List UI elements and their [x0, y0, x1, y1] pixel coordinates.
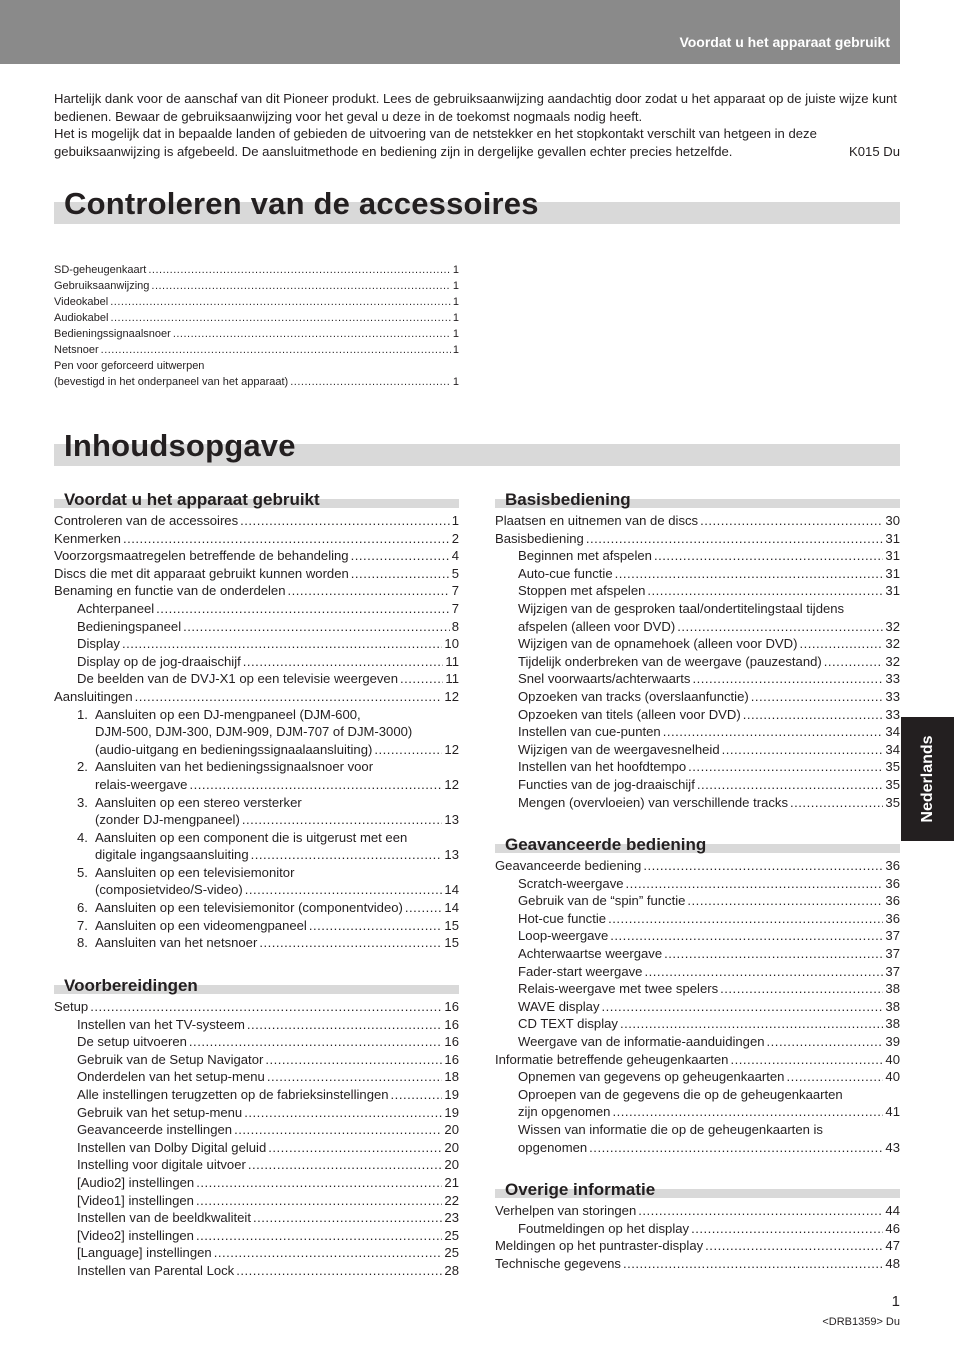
toc-entry-line[interactable]: Oproepen van de gegevens die op de geheugenkaarten — [518, 1086, 843, 1102]
toc-entry[interactable]: Tijdelijk onderbreken van de weergave (pauzestand) ..... 32 — [495, 653, 900, 671]
toc-entry[interactable]: afspelen (alleen voor DVD) ..... 32 — [495, 618, 900, 636]
toc-entry[interactable]: Setup ..... 16 — [54, 998, 459, 1016]
toc-entry[interactable]: Display ..... 10 — [54, 635, 459, 653]
intro-paragraph-1: Hartelijk dank voor de aanschaf van dit Pioneer produkt. Lees de gebruiksaanwijzing aandachtig door zodat u het apparaat op de juiste wijze kunt bedienen. Bewaar de gebruiksaanwijzing voor het geval u deze in de toekomst nogmaals nodig heeft. — [54, 91, 897, 124]
toc-entry[interactable]: Achterwaartse weergave ..... 37 — [495, 945, 900, 963]
toc-entry[interactable]: Technische gegevens ..... 48 — [495, 1255, 900, 1273]
intro-text — [54, 90, 900, 160]
toc-entry[interactable]: Benaming en functie van de onderdelen ..... 7 — [54, 582, 459, 600]
toc-entry[interactable]: Instellen van de beeldkwaliteit ..... 23 — [54, 1209, 459, 1227]
toc-entry[interactable]: Loop-weergave ..... 37 — [495, 927, 900, 945]
header-bar — [0, 0, 900, 64]
toc-entry[interactable]: (composietvideo/S-video) ..... 14 — [54, 881, 459, 899]
toc-entry[interactable]: WAVE display ..... 38 — [495, 998, 900, 1016]
toc-entry[interactable]: [Video2] instellingen ..... 25 — [54, 1227, 459, 1245]
list-item: (bevestigd in het onderpaneel van het apparaat) ..... 1 — [54, 374, 459, 390]
toc-entry[interactable]: opgenomen ..... 43 — [495, 1139, 900, 1157]
toc-entry[interactable]: De setup uitvoeren ..... 16 — [54, 1033, 459, 1051]
toc-entry[interactable]: Display op de jog-draaischijf ..... 11 — [54, 653, 459, 671]
toc-entry[interactable]: Mengen (overvloeien) van verschillende tracks ..... 35 — [495, 794, 900, 812]
toc-entry[interactable]: Snel voorwaarts/achterwaarts ..... 33 — [495, 670, 900, 688]
toc-entry[interactable]: (zonder DJ-mengpaneel) ..... 13 — [54, 811, 459, 829]
toc-entry[interactable]: Achterpaneel ..... 7 — [54, 600, 459, 618]
toc-entry[interactable]: Instellen van cue-punten ..... 34 — [495, 723, 900, 741]
accessories-list — [54, 262, 459, 390]
section-header: Basisbediening — [495, 486, 900, 508]
toc-entry[interactable]: Instellen van het hoofdtempo ..... 35 — [495, 758, 900, 776]
list-item: Gebruiksaanwijzing ..... 1 — [54, 278, 459, 294]
accessories-title-bar — [54, 186, 900, 224]
toc-right-column-2 — [495, 831, 900, 1156]
toc-entry[interactable]: Kenmerken ..... 2 — [54, 530, 459, 548]
toc-entry[interactable]: 6. Aansluiten op een televisiemonitor (componentvideo) ..... 14 — [54, 899, 459, 917]
toc-entry[interactable]: Informatie betreffende geheugenkaarten ..... 40 — [495, 1051, 900, 1069]
intro-paragraph-2: Het is mogelijk dat in bepaalde landen of gebieden de uitvoering van de netstekker en het stopkontakt verschilt van hetgeen in deze gebuiksaanwijzing is afgebeeld. De aansluitmethode en bediening zijn in dergelijke gevallen echter precies hetzelfde. K015 Du — [54, 126, 900, 159]
toc-entry-line[interactable]: 1. Aansluiten op een DJ-mengpaneel (DJM-600, — [77, 706, 361, 722]
toc-entry-line[interactable]: Wissen van informatie die op de geheugenkaarten is — [518, 1121, 823, 1137]
section-header: Geavanceerde bediening — [495, 831, 900, 853]
toc-entry[interactable]: Aansluitingen ..... 12 — [54, 688, 459, 706]
toc-entry[interactable]: 8. Aansluiten van het netsnoer ..... 15 — [54, 934, 459, 952]
toc-title-bar — [54, 428, 900, 466]
toc-entry[interactable]: Weergave van de informatie-aanduidingen ..... 39 — [495, 1033, 900, 1051]
page-number: 1 — [891, 1293, 900, 1310]
toc-entry[interactable]: Opzoeken van titels (alleen voor DVD) ..... 33 — [495, 706, 900, 724]
toc-entry[interactable]: Instellen van het TV-systeem ..... 16 — [54, 1016, 459, 1034]
toc-entry[interactable]: Controleren van de accessoires ..... 1 — [54, 512, 459, 530]
toc-entry-line[interactable]: 2. Aansluiten van het bedieningssignaalsnoer voor — [77, 759, 374, 775]
toc-entry[interactable]: digitale ingangsaansluiting ..... 13 — [54, 846, 459, 864]
toc-entry[interactable]: Geavanceerde instellingen ..... 20 — [54, 1121, 459, 1139]
toc-right-column — [495, 486, 900, 811]
toc-entry[interactable]: Verhelpen van storingen ..... 44 — [495, 1202, 900, 1220]
toc-entry[interactable]: Beginnen met afspelen ..... 31 — [495, 547, 900, 565]
toc-entry[interactable]: Scratch-weergave ..... 36 — [495, 875, 900, 893]
toc-entry-line[interactable]: 5. Aansluiten op een televisiemonitor — [77, 864, 295, 880]
toc-entry[interactable]: Relais-weergave met twee spelers ..... 38 — [495, 980, 900, 998]
toc-entry-line[interactable]: 3. Aansluiten op een stereo versterker — [77, 794, 302, 810]
intro-code: K015 Du — [849, 143, 900, 159]
list-item: Audiokabel ..... 1 — [54, 310, 459, 326]
toc-entry[interactable]: Functies van de jog-draaischijf ..... 35 — [495, 776, 900, 794]
language-tab: Nederlands — [901, 717, 954, 841]
toc-entry[interactable]: Instellen van Parental Lock ..... 28 — [54, 1262, 459, 1280]
toc-entry[interactable]: [Audio2] instellingen ..... 21 — [54, 1174, 459, 1192]
toc-entry[interactable]: 7. Aansluiten op een videomengpaneel ..... 15 — [54, 917, 459, 935]
toc-entry[interactable]: Wijzigen van de opnamehoek (alleen voor DVD) ..... 32 — [495, 635, 900, 653]
section-header: Voorbereidingen — [54, 972, 459, 994]
toc-entry[interactable]: De beelden van de DVJ-X1 op een televisie weergeven ..... 11 — [54, 670, 459, 688]
toc-entry[interactable]: Voorzorgsmaatregelen betreffende de behandeling ..... 4 — [54, 547, 459, 565]
toc-entry[interactable]: relais-weergave ..... 12 — [54, 776, 459, 794]
toc-entry[interactable]: Foutmeldingen op het display ..... 46 — [495, 1220, 900, 1238]
toc-entry[interactable]: [Video1] instellingen ..... 22 — [54, 1192, 459, 1210]
list-item: SD-geheugenkaart ..... 1 — [54, 262, 459, 278]
toc-entry-line[interactable]: 4. Aansluiten op een component die is uitgerust met een — [77, 829, 408, 845]
toc-entry[interactable]: Fader-start weergave ..... 37 — [495, 963, 900, 981]
toc-entry[interactable]: Hot-cue functie ..... 36 — [495, 910, 900, 928]
toc-entry[interactable]: Wijzigen van de weergavesnelheid ..... 34 — [495, 741, 900, 759]
toc-entry[interactable]: zijn opgenomen ..... 41 — [495, 1103, 900, 1121]
toc-entry[interactable]: Instellen van Dolby Digital geluid ..... 20 — [54, 1139, 459, 1157]
toc-title: Inhoudsopgave — [64, 428, 296, 463]
section-header: Overige informatie — [495, 1176, 900, 1198]
toc-entry[interactable]: Geavanceerde bediening ..... 36 — [495, 857, 900, 875]
list-item: Bedieningssignaalsnoer ..... 1 — [54, 326, 459, 342]
toc-entry[interactable]: Auto-cue functie ..... 31 — [495, 565, 900, 583]
section-list — [495, 1202, 900, 1272]
toc-entry-line[interactable]: Wijzigen van de gesproken taal/ondertitelingstaal tijdens — [518, 600, 845, 616]
toc-entry[interactable]: Discs die met dit apparaat gebruikt kunnen worden ..... 5 — [54, 565, 459, 583]
toc-entry[interactable]: Instelling voor digitale uitvoer ..... 20 — [54, 1156, 459, 1174]
toc-entry[interactable]: [Language] instellingen ..... 25 — [54, 1244, 459, 1262]
toc-left-column — [54, 486, 459, 952]
toc-entry[interactable]: CD TEXT display ..... 38 — [495, 1015, 900, 1033]
accessories-title: Controleren van de accessoires — [64, 186, 539, 221]
section-header: Voordat u het apparaat gebruikt — [54, 486, 459, 508]
toc-entry[interactable]: (audio-uitgang en bedieningssignaalaansluiting) ..... 12 — [54, 741, 459, 759]
list-item: Videokabel ..... 1 — [54, 294, 459, 310]
toc-entry[interactable]: Meldingen op het puntraster-display ..... 47 — [495, 1237, 900, 1255]
toc-entry[interactable]: Opnemen van gegevens op geheugenkaarten ..... 40 — [495, 1068, 900, 1086]
toc-entry[interactable]: Basisbediening ..... 31 — [495, 530, 900, 548]
list-item-line: Pen voor geforceerd uitwerpen — [54, 360, 205, 372]
toc-entry[interactable]: Opzoeken van tracks (overslaanfunctie) ..... 33 — [495, 688, 900, 706]
toc-left-column-2 — [54, 972, 459, 1280]
toc-entry[interactable]: Onderdelen van het setup-menu ..... 18 — [54, 1068, 459, 1086]
toc-right-column-3 — [495, 1176, 900, 1272]
section-list — [54, 998, 459, 1280]
toc-entry[interactable]: Stoppen met afspelen ..... 31 — [495, 582, 900, 600]
toc-entry[interactable]: Plaatsen en uitnemen van de discs ..... 30 — [495, 512, 900, 530]
list-item: Netsnoer ..... 1 — [54, 342, 459, 358]
toc-entry[interactable]: Gebruik van de “spin” functie ..... 36 — [495, 892, 900, 910]
toc-entry[interactable]: Gebruik van de Setup Navigator ..... 16 — [54, 1051, 459, 1069]
header-title: Voordat u het apparaat gebruikt — [679, 34, 890, 50]
toc-entry[interactable]: Bedieningspaneel ..... 8 — [54, 618, 459, 636]
toc-entry-line[interactable]: DJM-500, DJM-300, DJM-909, DJM-707 of DJM-3000) — [95, 724, 413, 740]
document-code: <DRB1359> Du — [822, 1316, 900, 1328]
toc-entry[interactable]: Alle instellingen terugzetten op de fabrieksinstellingen ..... 19 — [54, 1086, 459, 1104]
toc-entry[interactable]: Gebruik van het setup-menu ..... 19 — [54, 1104, 459, 1122]
